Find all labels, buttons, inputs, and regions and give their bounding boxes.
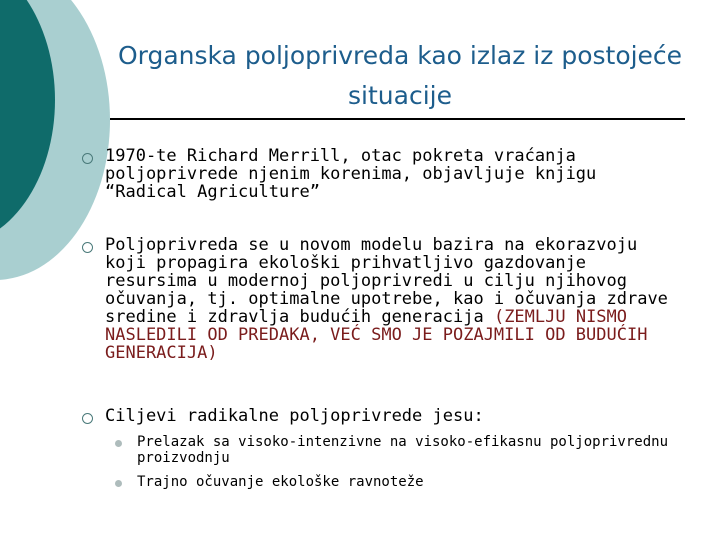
bullet-ring-icon	[82, 153, 93, 164]
bullet-2-text: Poljoprivreda se u novom modelu bazira na ekorazvoju koji propagira ekološki prihvatljivo gazdovanje resursima u modernoj poljoprivredi u cilju njihovog očuvanja, tj. optimalne upotrebe, kao i očuvanja zdrave sredine i zdravlja budućih generacija	[105, 235, 668, 327]
bullet-ring-icon	[82, 242, 93, 253]
bullet-2	[105, 236, 685, 362]
bullet-ring-icon	[82, 413, 93, 424]
bullet-1: 1970-te Richard Merrill, otac pokreta vraćanja poljoprivrede njenim korenima, objavljuje knjigu “Radical Agriculture”	[105, 146, 597, 202]
bullet-3: Ciljevi radikalne poljoprivrede jesu:	[105, 406, 484, 426]
sub-bullet-dot-icon	[115, 440, 122, 447]
sub-bullet-2: Trajno očuvanje ekološke ravnoteže	[137, 474, 424, 490]
sub-bullet-1: Prelazak sa visoko-intenzivne na visoko-efikasnu poljoprivrednu proizvodnju	[137, 434, 669, 466]
slide-title: Organska poljoprivreda kao izlaz iz postojeće situacije	[117, 41, 683, 110]
title-divider	[110, 118, 685, 120]
sub-bullet-dot-icon	[115, 480, 122, 487]
bullet-2-highlight: (ZEMLJU NISMO NASLEDILI OD PREDAKA, VEĆ SMO JE POZAJMILI OD BUDUĆIH GENERACIJA)	[105, 307, 648, 363]
